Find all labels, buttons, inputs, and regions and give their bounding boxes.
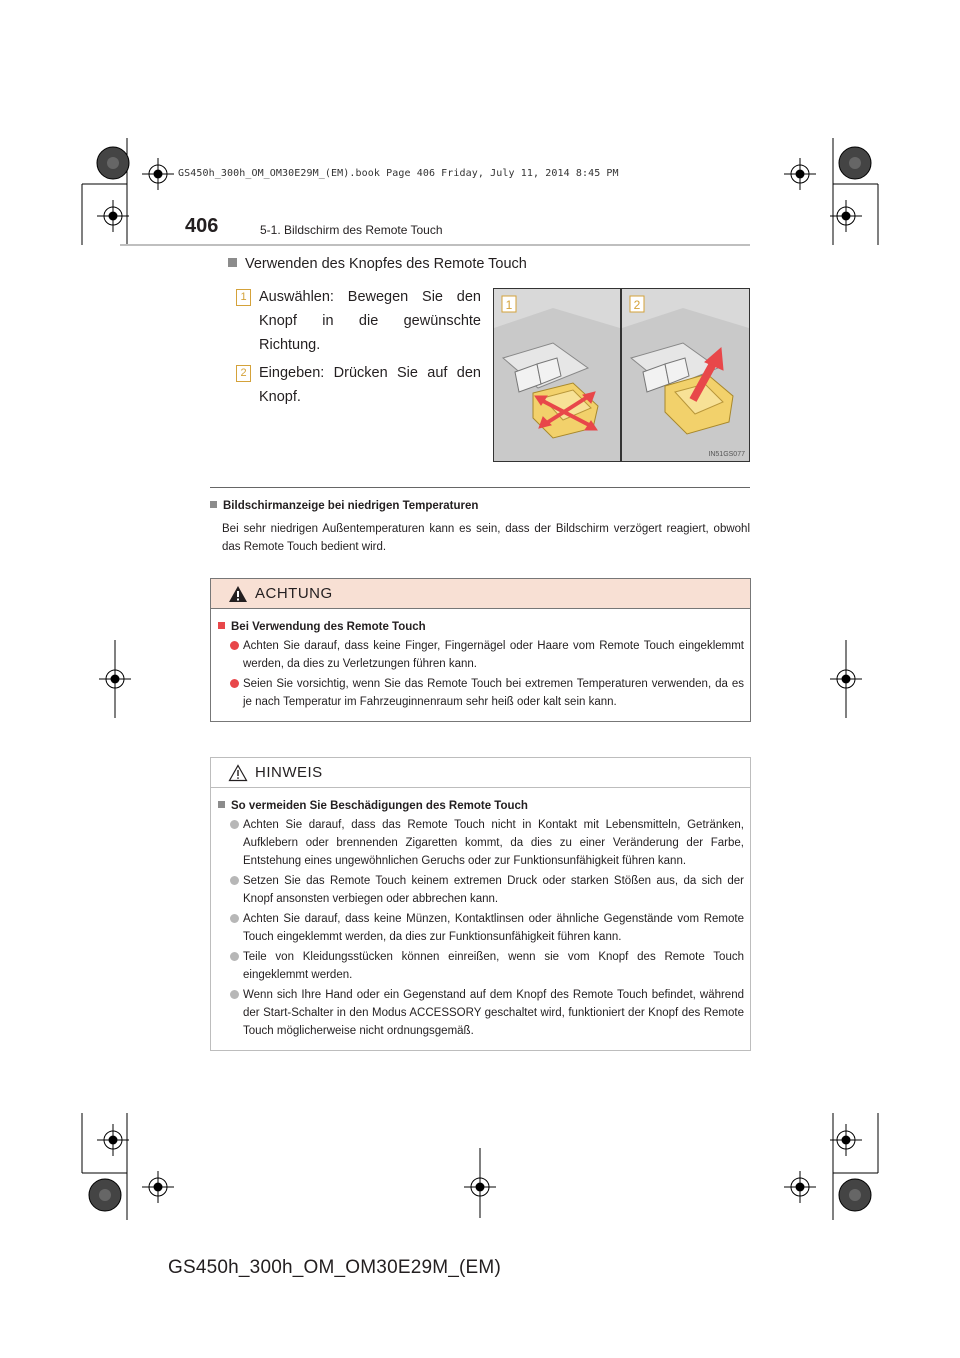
note-body: Bei sehr niedrigen Außentemperaturen kann es sein, dass der Bildschirm verzögert reagiert, obwohl das Remote Touch bedient wird. (222, 523, 750, 553)
achtung-subheading (218, 621, 744, 633)
panel-enter (622, 289, 749, 461)
warning-triangle-icon (228, 585, 248, 603)
bullet-dot-icon (230, 914, 239, 923)
remote-touch-illustration (493, 288, 750, 462)
hinweis-subheading-text: So vermeiden Sie Beschädigungen des Remote Touch (231, 800, 528, 812)
bullet-text: Achten Sie darauf, dass keine Münzen, Kontaktlinsen oder ähnliche Gegenstände vom Remote Touch eingeklemmt werden, da dies zur Funktionsunfähigkeit führen kann. (243, 913, 744, 943)
bullet-text: Wenn sich Ihre Hand oder ein Gegenstand auf dem Knopf des Remote Touch befindet, während der Start-Schalter in den Modus ACCESSORY geschaltet wird, funktioniert der Knopf des Remote Touch möglicherweise nicht ordnungsgemäß. (243, 989, 744, 1037)
footer-model-code: GS450h_300h_OM_OM30E29M_(EM) (168, 1257, 501, 1278)
hinweis-bullet (218, 816, 744, 870)
bullet-text: Achten Sie darauf, dass das Remote Touch nicht in Kontakt mit Lebensmitteln, Getränken, Aufklebern oder brennenden Zigaretten kommt, da dies zu einer Veränderung der Farbe, Entstehung eines ungewöhnlichen Geruchs oder zur Funktionsunfähigkeit führen kann. (243, 819, 744, 867)
main-heading (228, 256, 527, 272)
bullet-text: Teile von Kleidungsstücken können einreißen, wenn sie vom Knopf des Remote Touch eingeklemmt werden. (243, 951, 744, 981)
bullet-dot-icon (230, 952, 239, 961)
square-bullet-icon (228, 258, 237, 267)
hinweis-header (211, 758, 750, 788)
step-number-badge: 2 (236, 365, 251, 382)
hinweis-bullet (218, 872, 744, 908)
panel-select (494, 289, 620, 461)
step-2 (236, 361, 481, 409)
achtung-bullet (218, 637, 744, 673)
note-heading-text: Bildschirmanzeige bei niedrigen Temperaturen (223, 500, 479, 512)
section-title: 5-1. Bildschirm des Remote Touch (260, 223, 443, 237)
hinweis-bullet (218, 910, 744, 946)
hinweis-body (211, 788, 750, 1050)
hinweis-bullet (218, 948, 744, 984)
step-1 (236, 285, 481, 357)
step-number-badge: 1 (236, 289, 251, 306)
figure-code: IN51GS077 (708, 451, 745, 458)
figure-label-1: 1 (505, 298, 513, 312)
caution-triangle-icon (228, 764, 248, 782)
bullet-text: Achten Sie darauf, dass keine Finger, Fingernägel oder Haare vom Remote Touch eingeklemmt werden, da dies zu Verletzungen führen kann. (243, 640, 744, 670)
bullet-dot-icon (230, 641, 239, 650)
hinweis-box (210, 757, 751, 1051)
hinweis-title: HINWEIS (255, 764, 323, 781)
print-slug: GS450h_300h_OM_OM30E29M_(EM).book Page 406 Friday, July 11, 2014 8:45 PM (178, 168, 619, 179)
header-rule (120, 244, 750, 246)
bullet-dot-icon (230, 679, 239, 688)
step-text: Auswählen: Bewegen Sie den Knopf in die gewünschte Richtung. (259, 289, 481, 353)
achtung-title: ACHTUNG (255, 585, 333, 602)
achtung-header (211, 579, 750, 609)
bullet-dot-icon (230, 876, 239, 885)
achtung-box (210, 578, 751, 722)
figure-label-2: 2 (633, 298, 641, 312)
bullet-dot-icon (230, 990, 239, 999)
page-number: 406 (185, 215, 219, 237)
square-bullet-icon (210, 501, 217, 508)
step-text: Eingeben: Drücken Sie auf den Knopf. (259, 365, 481, 405)
note-heading (210, 500, 478, 512)
square-bullet-icon (218, 801, 225, 808)
bullet-dot-icon (230, 820, 239, 829)
main-heading-text: Verwenden des Knopfes des Remote Touch (245, 256, 527, 272)
hinweis-subheading (218, 800, 744, 812)
achtung-subheading-text: Bei Verwendung des Remote Touch (231, 621, 426, 633)
hinweis-bullet (218, 986, 744, 1040)
bullet-text: Seien Sie vorsichtig, wenn Sie das Remote Touch bei extremen Temperaturen verwenden, da es je nach Temperatur im Fahrzeuginnenraum sehr heiß oder kalt sein kann. (243, 678, 744, 708)
achtung-bullet (218, 675, 744, 711)
achtung-body (211, 609, 750, 721)
note-divider (210, 487, 750, 488)
square-bullet-icon (218, 622, 225, 629)
bullet-text: Setzen Sie das Remote Touch keinem extremen Druck oder starken Stößen aus, da sich der Knopf ansonsten verbiegen oder abbrechen kann. (243, 875, 744, 905)
